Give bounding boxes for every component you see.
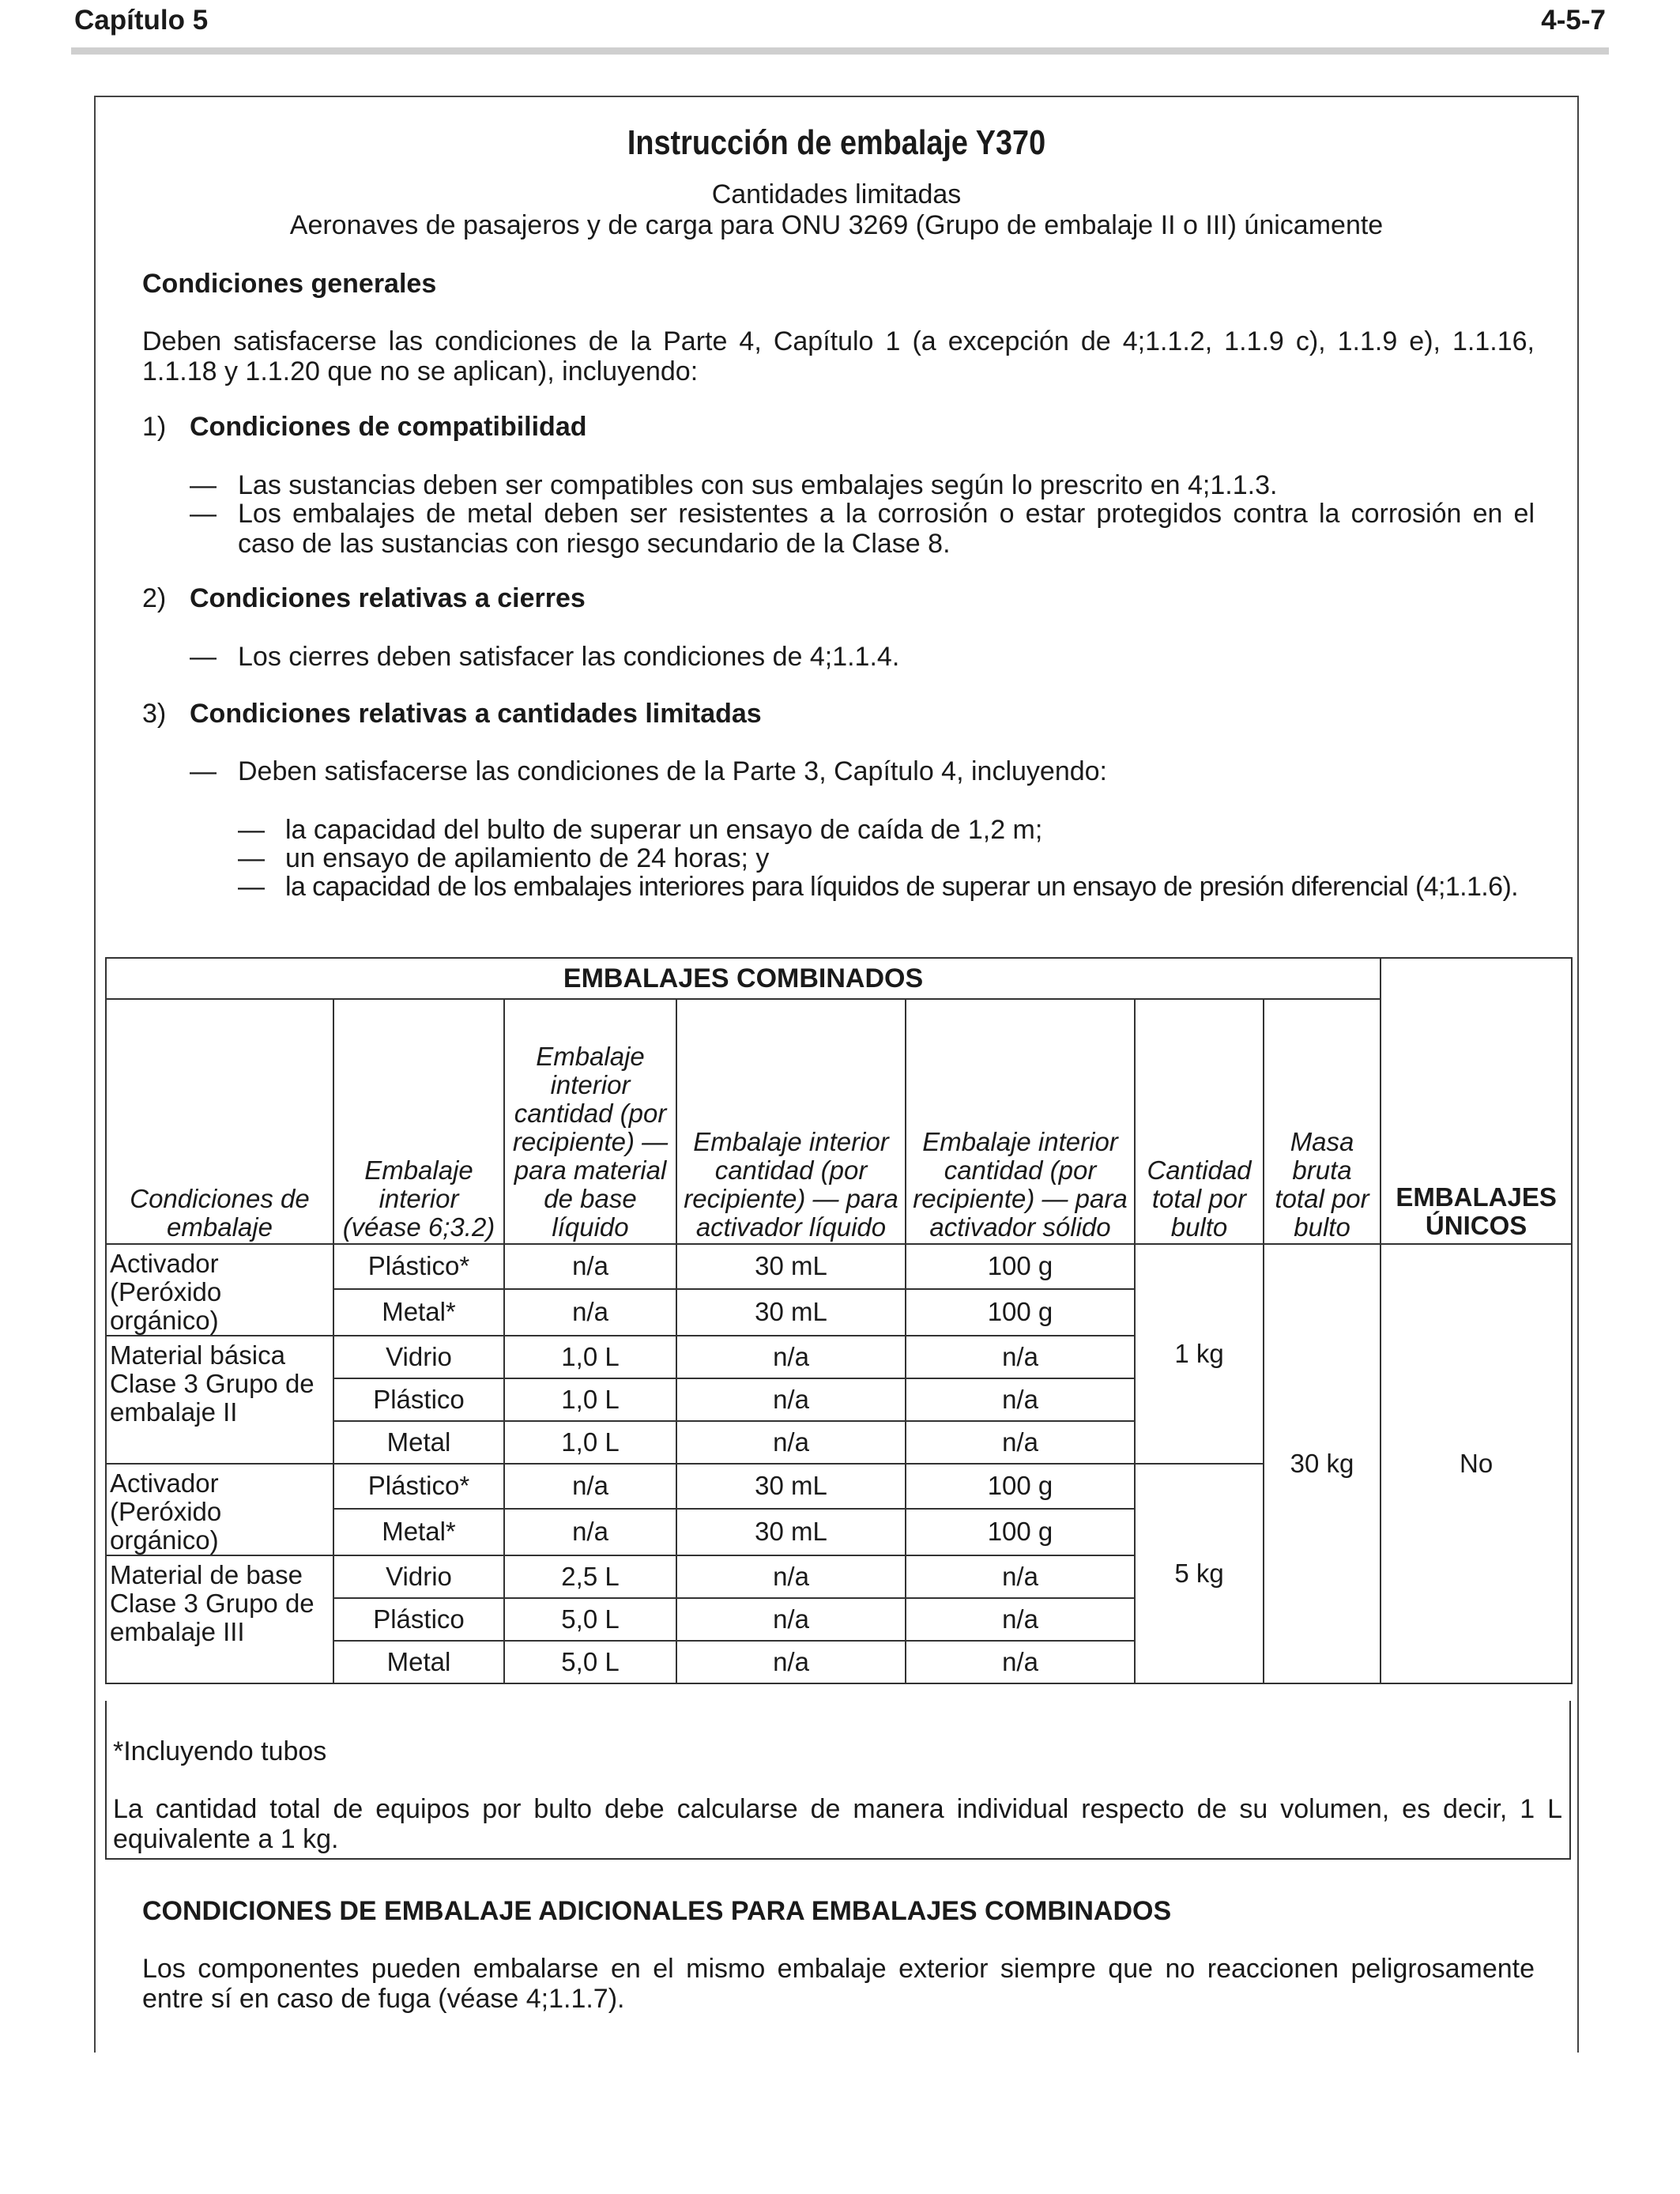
- total-upper: 1 kg: [1135, 1244, 1264, 1464]
- table-cell: 100 g: [906, 1509, 1135, 1555]
- section-2-number: 2): [142, 583, 167, 613]
- dash-3c: —: [238, 843, 265, 873]
- section-3-subitem-1: la capacidad del bulto de superar un ensayo de caída de 1,2 m;: [285, 815, 1043, 845]
- table-row: [106, 1244, 1572, 1289]
- table-cell: n/a: [906, 1378, 1135, 1421]
- col-header-inner: Embalaje interior (véase 6;3.2): [333, 999, 504, 1244]
- table-footnote: *Incluyendo tubos: [113, 1736, 327, 1766]
- section-1-item-1: Las sustancias deben ser compatibles con sus embalajes según lo prescrito en 4;1.1.3.: [238, 470, 1278, 500]
- condition-cell: Material básica Clase 3 Grupo de embalaje II: [106, 1336, 333, 1464]
- table-cell: 1,0 L: [504, 1336, 676, 1378]
- single-value: No: [1381, 1244, 1572, 1683]
- table-cell: n/a: [676, 1336, 906, 1378]
- dash-3a: —: [190, 756, 217, 786]
- condition-cell: Activador (Peróxido orgánico): [106, 1244, 333, 1336]
- page-number: 4-5-7: [1541, 5, 1606, 36]
- table-cell: Plástico*: [333, 1464, 504, 1509]
- section-2-heading: Condiciones relativas a cierres: [190, 583, 586, 613]
- dash-3b: —: [238, 815, 265, 845]
- section-1-heading: Condiciones de compatibilidad: [190, 412, 587, 442]
- table-cell: n/a: [906, 1421, 1135, 1464]
- table-cell: n/a: [676, 1555, 906, 1598]
- table-cell: n/a: [504, 1289, 676, 1336]
- table-cell: 2,5 L: [504, 1555, 676, 1598]
- col-header-activator-liquid: Embalaje interior cantidad (por recipiente) — para activador líquido: [676, 999, 906, 1244]
- table-cell: Metal: [333, 1641, 504, 1683]
- table-note: La cantidad total de equipos por bulto debe calcularse de manera individual respecto de su volumen, es decir, 1 L equivalente a 1 kg.: [113, 1794, 1562, 1854]
- table-cell: 100 g: [906, 1464, 1135, 1509]
- packing-table: [105, 957, 1573, 1684]
- section-3-item-1: Deben satisfacerse las condiciones de la Parte 3, Capítulo 4, incluyendo:: [238, 756, 1107, 786]
- table-cell: Plástico*: [333, 1244, 504, 1289]
- header-rule: [71, 47, 1609, 55]
- table-cell: Vidrio: [333, 1336, 504, 1378]
- table-cell: 30 mL: [676, 1509, 906, 1555]
- subtitle-limited: Cantidades limitadas: [711, 179, 962, 209]
- table-cell: n/a: [906, 1641, 1135, 1683]
- section-3-subitem-3: la capacidad de los embalajes interiores para líquidos de superar un ensayo de presión diferencial (4;1.1.6).: [285, 872, 1519, 902]
- table-cell: 1,0 L: [504, 1378, 676, 1421]
- dash-2a: —: [190, 642, 217, 672]
- table-cell: Metal*: [333, 1509, 504, 1555]
- dash-3d: —: [238, 872, 265, 902]
- table-cell: 1,0 L: [504, 1421, 676, 1464]
- document-title: Instrucción de embalaje Y370: [627, 123, 1046, 162]
- table-cell: n/a: [906, 1598, 1135, 1641]
- table-cell: 100 g: [906, 1244, 1135, 1289]
- table-cell: 100 g: [906, 1289, 1135, 1336]
- condition-cell: Activador (Peróxido orgánico): [106, 1464, 333, 1555]
- table-cell: Plástico: [333, 1378, 504, 1421]
- table-cell: 5,0 L: [504, 1598, 676, 1641]
- col-header-base-liquid: Embalaje interior cantidad (por recipiente) — para material de base líquido: [504, 999, 676, 1244]
- col-header-activator-solid: Embalaje interior cantidad (por recipiente) — para activador sólido: [906, 999, 1135, 1244]
- table-cell: Plástico: [333, 1598, 504, 1641]
- table-cell: n/a: [906, 1555, 1135, 1598]
- chapter-label: Capítulo 5: [74, 5, 209, 36]
- table-cell: Metal*: [333, 1289, 504, 1336]
- subtitle-aircraft: Aeronaves de pasajeros y de carga para ONU 3269 (Grupo de embalaje II o III) únicamente: [289, 210, 1384, 240]
- table-cell: n/a: [676, 1598, 906, 1641]
- general-heading: Condiciones generales: [142, 269, 437, 299]
- general-text: Deben satisfacerse las condiciones de la Parte 4, Capítulo 1 (a excepción de 4;1.1.2, 1.1.9 c), 1.1.9 e), 1.1.16, 1.1.18 y 1.1.20 que no se aplican), incluyendo:: [142, 326, 1535, 386]
- section-1-number: 1): [142, 412, 167, 442]
- section-1-item-2: Los embalajes de metal deben ser resistentes a la corrosión o estar protegidos contra la corrosión en el caso de las sustancias con riesgo secundario de la Clase 8.: [238, 499, 1535, 559]
- table-cell: n/a: [504, 1464, 676, 1509]
- table-cell: n/a: [676, 1378, 906, 1421]
- combined-header: EMBALAJES COMBINADOS: [106, 958, 1381, 999]
- table-cell: n/a: [676, 1421, 906, 1464]
- single-header: EMBALAJES ÚNICOS: [1381, 958, 1572, 1244]
- additional-text: Los componentes pueden embalarse en el mismo embalaje exterior siempre que no reaccionen peligrosamente entre sí en caso de fuga (véase 4;1.1.7).: [142, 1954, 1535, 2014]
- dash-1b: —: [190, 499, 217, 529]
- col-header-conditions: Condiciones de embalaje: [106, 999, 333, 1244]
- total-lower: 5 kg: [1135, 1464, 1264, 1683]
- table-cell: n/a: [676, 1641, 906, 1683]
- dash-1a: —: [190, 470, 217, 500]
- table-cell: Metal: [333, 1421, 504, 1464]
- table-cell: n/a: [906, 1336, 1135, 1378]
- section-2-item-1: Los cierres deben satisfacer las condiciones de 4;1.1.4.: [238, 642, 900, 672]
- table-cell: n/a: [504, 1244, 676, 1289]
- table-cell: n/a: [504, 1509, 676, 1555]
- col-header-total: Cantidad total por bulto: [1135, 999, 1264, 1244]
- table-cell: Vidrio: [333, 1555, 504, 1598]
- additional-heading: CONDICIONES DE EMBALAJE ADICIONALES PARA EMBALAJES COMBINADOS: [142, 1896, 1172, 1926]
- section-3-heading: Condiciones relativas a cantidades limitadas: [190, 699, 762, 729]
- section-3-number: 3): [142, 699, 167, 729]
- gross-mass: 30 kg: [1264, 1244, 1381, 1683]
- table-cell: 30 mL: [676, 1244, 906, 1289]
- table-cell: 30 mL: [676, 1289, 906, 1336]
- section-3-subitem-2: un ensayo de apilamiento de 24 horas; y: [285, 843, 770, 873]
- col-header-gross-mass: Masa bruta total por bulto: [1264, 999, 1381, 1244]
- table-cell: 5,0 L: [504, 1641, 676, 1683]
- condition-cell: Material de base Clase 3 Grupo de embalaje III: [106, 1555, 333, 1683]
- table-cell: 30 mL: [676, 1464, 906, 1509]
